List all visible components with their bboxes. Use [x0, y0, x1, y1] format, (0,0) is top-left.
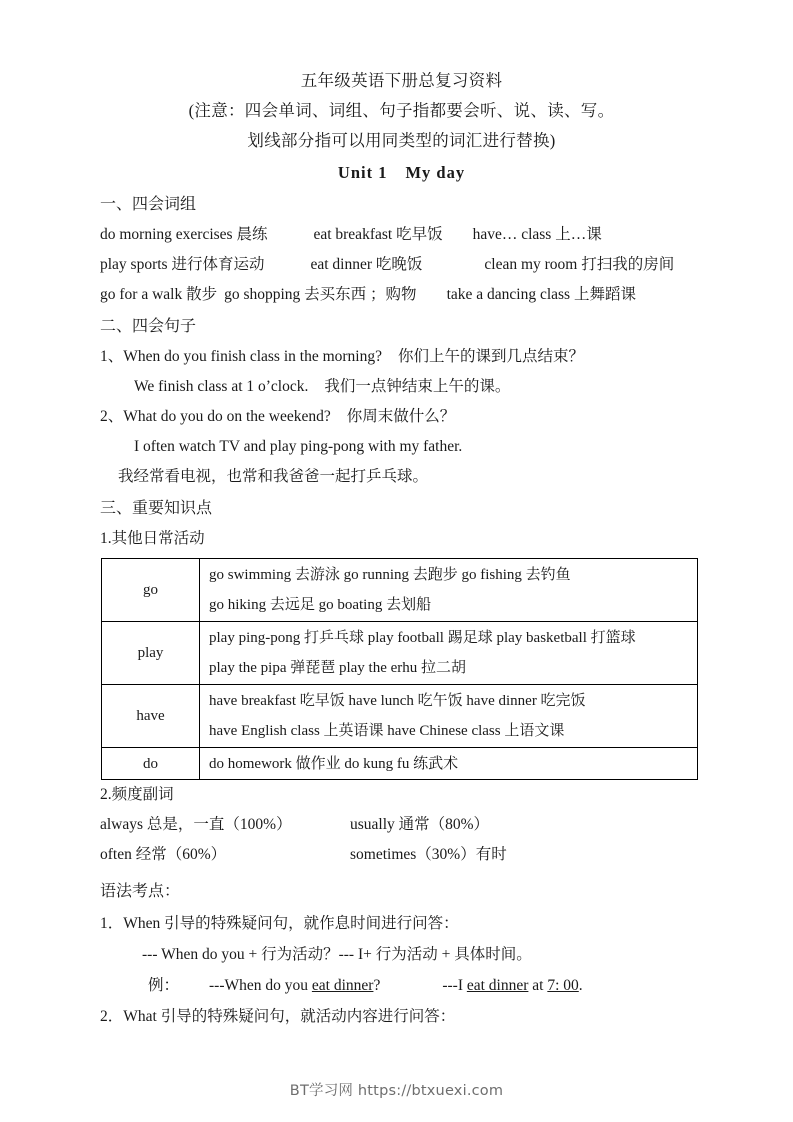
grammar-point-text: When 引导的特殊疑问句，就作息时间进行问答：	[123, 915, 459, 932]
document-title: 五年级英语下册总复习资料	[300, 71, 503, 90]
phrase-cell: take a dancing class 上舞蹈课	[446, 286, 636, 303]
section-2-heading: 二、四会句子	[100, 318, 197, 335]
table-cell-phrases	[200, 622, 698, 685]
grammar-point-text: What 引导的特殊疑问句，就活动内容进行问答：	[123, 1008, 456, 1025]
table-row	[102, 685, 698, 748]
sentence-question	[100, 402, 703, 432]
phrase-cell: go shopping 去买东西 ；购物	[224, 286, 417, 303]
sentence-answer	[100, 432, 703, 462]
phrase-cell: clean my room 打扫我的房间	[484, 256, 675, 273]
table-cell-verb: do	[102, 748, 200, 780]
example-question-underlined: eat dinner	[311, 977, 374, 994]
adverb-cell: always 总是，一直（100%）	[100, 816, 292, 833]
table-row	[102, 622, 698, 685]
adverb-row	[100, 840, 703, 870]
adverb-row	[100, 810, 703, 840]
grammar-heading: 语法考点：	[100, 883, 181, 900]
table-cell-verb: go	[102, 559, 200, 622]
phrase-cell: eat dinner 吃晚饭	[310, 256, 423, 273]
example-answer-post: .	[578, 977, 583, 994]
example-answer-underlined-time: 7: 00	[547, 977, 579, 994]
phrase-row	[100, 250, 703, 280]
sentence-question	[100, 342, 703, 372]
example-question-pre: ---When do you	[209, 977, 312, 994]
sentence-number: 2、	[100, 408, 124, 425]
table-row	[102, 559, 698, 622]
example-answer-pre: ---I	[442, 977, 467, 994]
sentence-cn: 你周末做什么？	[346, 408, 456, 425]
sentence-cn: 你们上午的课到几点结束？	[397, 348, 584, 365]
unit-name: My day	[405, 163, 466, 182]
sentence-answer	[100, 372, 703, 402]
table-cell-line: have English class 上英语课 have Chinese class 上语文课	[209, 723, 565, 739]
table-cell-line: have breakfast 吃早饭 have lunch 吃午饭 have dinner 吃完饭	[209, 693, 586, 709]
verb-phrases-table	[101, 558, 698, 780]
title-block	[100, 66, 703, 156]
phrase-cell: do morning exercises 晨练	[100, 226, 268, 243]
table-cell-line: do homework 做作业 do kung fu 练武术	[209, 755, 459, 772]
phrase-cell: eat breakfast 吃早饭	[313, 226, 443, 243]
sentence-answer-cn: 我经常看电视，也常和我爸爸一起打乒乓球。	[118, 468, 429, 485]
sentence-en: When do you finish class in the morning?	[123, 348, 382, 365]
table-cell-phrases	[200, 685, 698, 748]
sentence-en: What do you do on the weekend?	[123, 408, 331, 425]
table-cell-line: play the pipa 弹琵琶 play the erhu 拉二胡	[209, 660, 467, 676]
table-cell-line: go hiking 去远足 go boating 去划船	[209, 597, 432, 613]
phrase-row	[100, 280, 703, 310]
table-cell-line: go swimming 去游泳 go running 去跑步 go fishing 去钓鱼	[209, 567, 571, 583]
unit-heading	[100, 158, 703, 188]
adverb-cell: sometimes（30%）有时	[350, 846, 507, 863]
sentence-number: 1、	[100, 348, 124, 365]
table-cell-verb: play	[102, 622, 200, 685]
phrase-cell: have… class 上…课	[472, 226, 602, 243]
table-cell-line: play ping-pong 打乒乓球 play football 踢足球 play basketball 打篮球	[209, 630, 636, 646]
table-cell-phrases	[200, 559, 698, 622]
adverb-cell: often 经常（60%）	[100, 846, 227, 863]
example-answer-mid: at	[528, 977, 548, 994]
phrase-cell: play sports 进行体育运动	[100, 256, 265, 273]
section-3-heading: 三、重要知识点	[100, 500, 213, 517]
grammar-example	[100, 970, 703, 1001]
grammar-point-2	[100, 1001, 703, 1032]
table-cell-phrases	[200, 748, 698, 780]
grammar-point-number: 1．	[100, 915, 124, 932]
phrase-cell: go for a walk 散步	[100, 286, 218, 303]
section-3-sub-1-heading: 1.其他日常活动	[100, 530, 205, 547]
sentence-en: I often watch TV and play ping-pong with my father.	[134, 438, 463, 455]
example-label: 例：	[148, 977, 180, 994]
grammar-pattern: --- When do you + 行为活动？--- I+ 行为活动 + 具体时间。	[142, 946, 532, 963]
document-note-line-2: 划线部分指可以用同类型的词汇进行替换)	[247, 131, 556, 150]
table-cell-verb: have	[102, 685, 200, 748]
footer-watermark: BT学习网 https://btxuexi.com	[289, 1083, 504, 1099]
grammar-point-1	[100, 908, 703, 939]
adverb-cell: usually 通常（80%）	[350, 816, 490, 833]
section-3-sub-2-heading: 2.频度副词	[100, 786, 174, 803]
section-1-heading: 一、四会词组	[100, 196, 197, 213]
unit-label: Unit 1	[337, 163, 388, 182]
sentence-cn: 我们一点钟结束上午的课。	[324, 378, 511, 395]
example-question-post: ?	[373, 977, 381, 994]
sentence-en: We finish class at 1 o’clock.	[134, 378, 309, 395]
phrase-row	[100, 220, 703, 250]
grammar-point-number: 2．	[100, 1008, 124, 1025]
table-row	[102, 748, 698, 780]
document-note-line-1: (注意：四会单词、词组、句子指都要会听、说、读、写。	[188, 101, 615, 120]
example-answer-underlined-activity: eat dinner	[466, 977, 529, 994]
